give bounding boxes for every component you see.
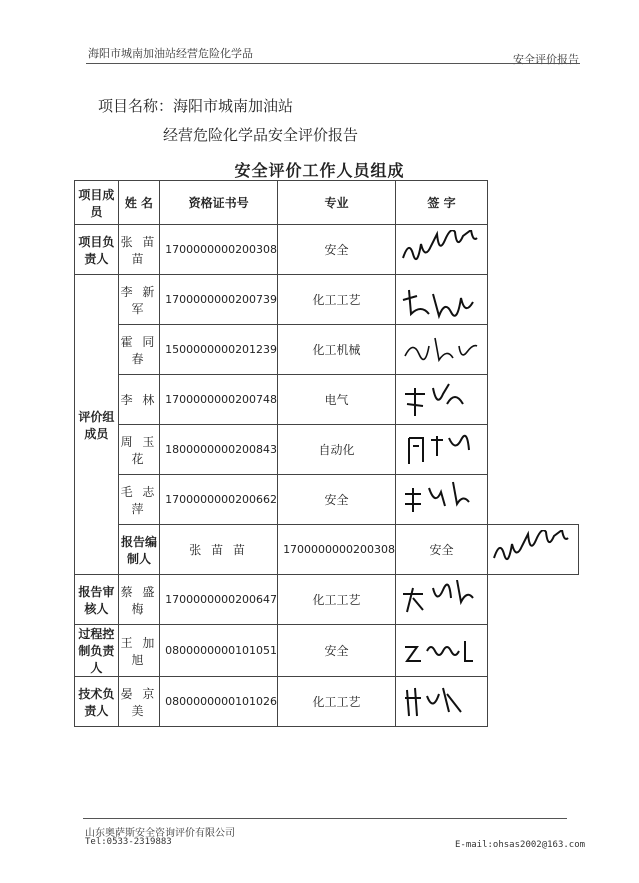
table-row	[75, 525, 579, 575]
footer-email: E-mail:ohsas2002@163.com	[455, 840, 586, 850]
project-report-name: 经营危险化学品安全评价报告	[163, 126, 359, 144]
cert-cell: 0800000000101026	[160, 677, 278, 727]
major-cell: 化工工艺	[278, 575, 396, 625]
header-name: 姓 名	[118, 181, 159, 225]
name-cell: 毛 志 萍	[118, 475, 159, 525]
table-header-row	[75, 181, 579, 225]
role-cell: 报告审核人	[75, 575, 119, 625]
handwritten-signature	[488, 530, 578, 570]
header-divider	[86, 63, 580, 64]
handwritten-signature	[397, 480, 487, 520]
role-cell: 技术负责人	[75, 677, 119, 727]
signature-cell	[488, 525, 579, 575]
cert-cell: 1700000000200748	[160, 375, 278, 425]
major-cell: 化工工艺	[278, 677, 396, 727]
name-cell: 周 玉 花	[118, 425, 159, 475]
handwritten-signature	[397, 430, 487, 470]
cert-cell: 1700000000200662	[160, 475, 278, 525]
footer-company: 山东奥萨斯安全咨询评价有限公司	[85, 828, 235, 839]
table-row	[75, 625, 579, 677]
header-cert: 资格证书号	[160, 181, 278, 225]
signature-cell	[396, 575, 488, 625]
signature-cell	[396, 475, 488, 525]
table-row	[75, 425, 579, 475]
handwritten-signature	[397, 280, 487, 320]
signature-cell	[396, 375, 488, 425]
major-cell: 化工工艺	[278, 275, 396, 325]
handwritten-signature	[397, 230, 487, 270]
handwritten-signature	[397, 682, 487, 722]
personnel-table	[74, 180, 579, 727]
table-row	[75, 475, 579, 525]
major-cell: 安全	[396, 525, 488, 575]
cert-cell: 1700000000200308	[278, 525, 396, 575]
table-row	[75, 575, 579, 625]
header-report-type: 安全评价报告	[513, 53, 579, 66]
name-cell: 张 苗 苗	[160, 525, 278, 575]
cert-cell: 1700000000200739	[160, 275, 278, 325]
signature-cell	[396, 625, 488, 677]
name-cell: 李 林	[118, 375, 159, 425]
major-cell: 自动化	[278, 425, 396, 475]
table-row	[75, 677, 579, 727]
table-row	[75, 275, 579, 325]
header-signature: 签 字	[396, 181, 488, 225]
header-member: 项目成员	[75, 181, 119, 225]
handwritten-signature	[397, 380, 487, 420]
role-cell: 项目负责人	[75, 225, 119, 275]
name-cell: 蔡 盛 梅	[118, 575, 159, 625]
major-cell: 安全	[278, 225, 396, 275]
major-cell: 化工机械	[278, 325, 396, 375]
major-cell: 安全	[278, 625, 396, 677]
major-cell: 电气	[278, 375, 396, 425]
role-cell: 过程控制负责人	[75, 625, 119, 677]
footer-divider	[83, 818, 567, 819]
table-row	[75, 225, 579, 275]
cert-cell: 1700000000200647	[160, 575, 278, 625]
signature-cell	[396, 677, 488, 727]
signature-cell	[396, 425, 488, 475]
name-cell: 张 苗 苗	[118, 225, 159, 275]
cert-cell: 1800000000200843	[160, 425, 278, 475]
table-title: 安全评价工作人员组成	[234, 161, 405, 180]
table-row	[75, 325, 579, 375]
table-row	[75, 375, 579, 425]
name-cell: 王 加 旭	[118, 625, 159, 677]
header-major: 专业	[278, 181, 396, 225]
signature-cell	[396, 225, 488, 275]
project-name-label: 项目名称：海阳市城南加油站	[98, 97, 294, 115]
handwritten-signature	[397, 631, 487, 671]
major-cell: 安全	[278, 475, 396, 525]
name-cell: 李 新 军	[118, 275, 159, 325]
handwritten-signature	[397, 330, 487, 370]
signature-cell	[396, 275, 488, 325]
name-cell: 晏 京 美	[118, 677, 159, 727]
role-cell: 评价组成员	[75, 275, 119, 575]
handwritten-signature	[397, 580, 487, 620]
role-cell: 报告编制人	[118, 525, 159, 575]
cert-cell: 0800000000101051	[160, 625, 278, 677]
signature-cell	[396, 325, 488, 375]
footer-telephone: Tel:0533-2319883	[85, 837, 172, 847]
header-document-title: 海阳市城南加油站经营危险化学品	[88, 47, 253, 60]
cert-cell: 1700000000200308	[160, 225, 278, 275]
cert-cell: 1500000000201239	[160, 325, 278, 375]
name-cell: 霍 同 春	[118, 325, 159, 375]
